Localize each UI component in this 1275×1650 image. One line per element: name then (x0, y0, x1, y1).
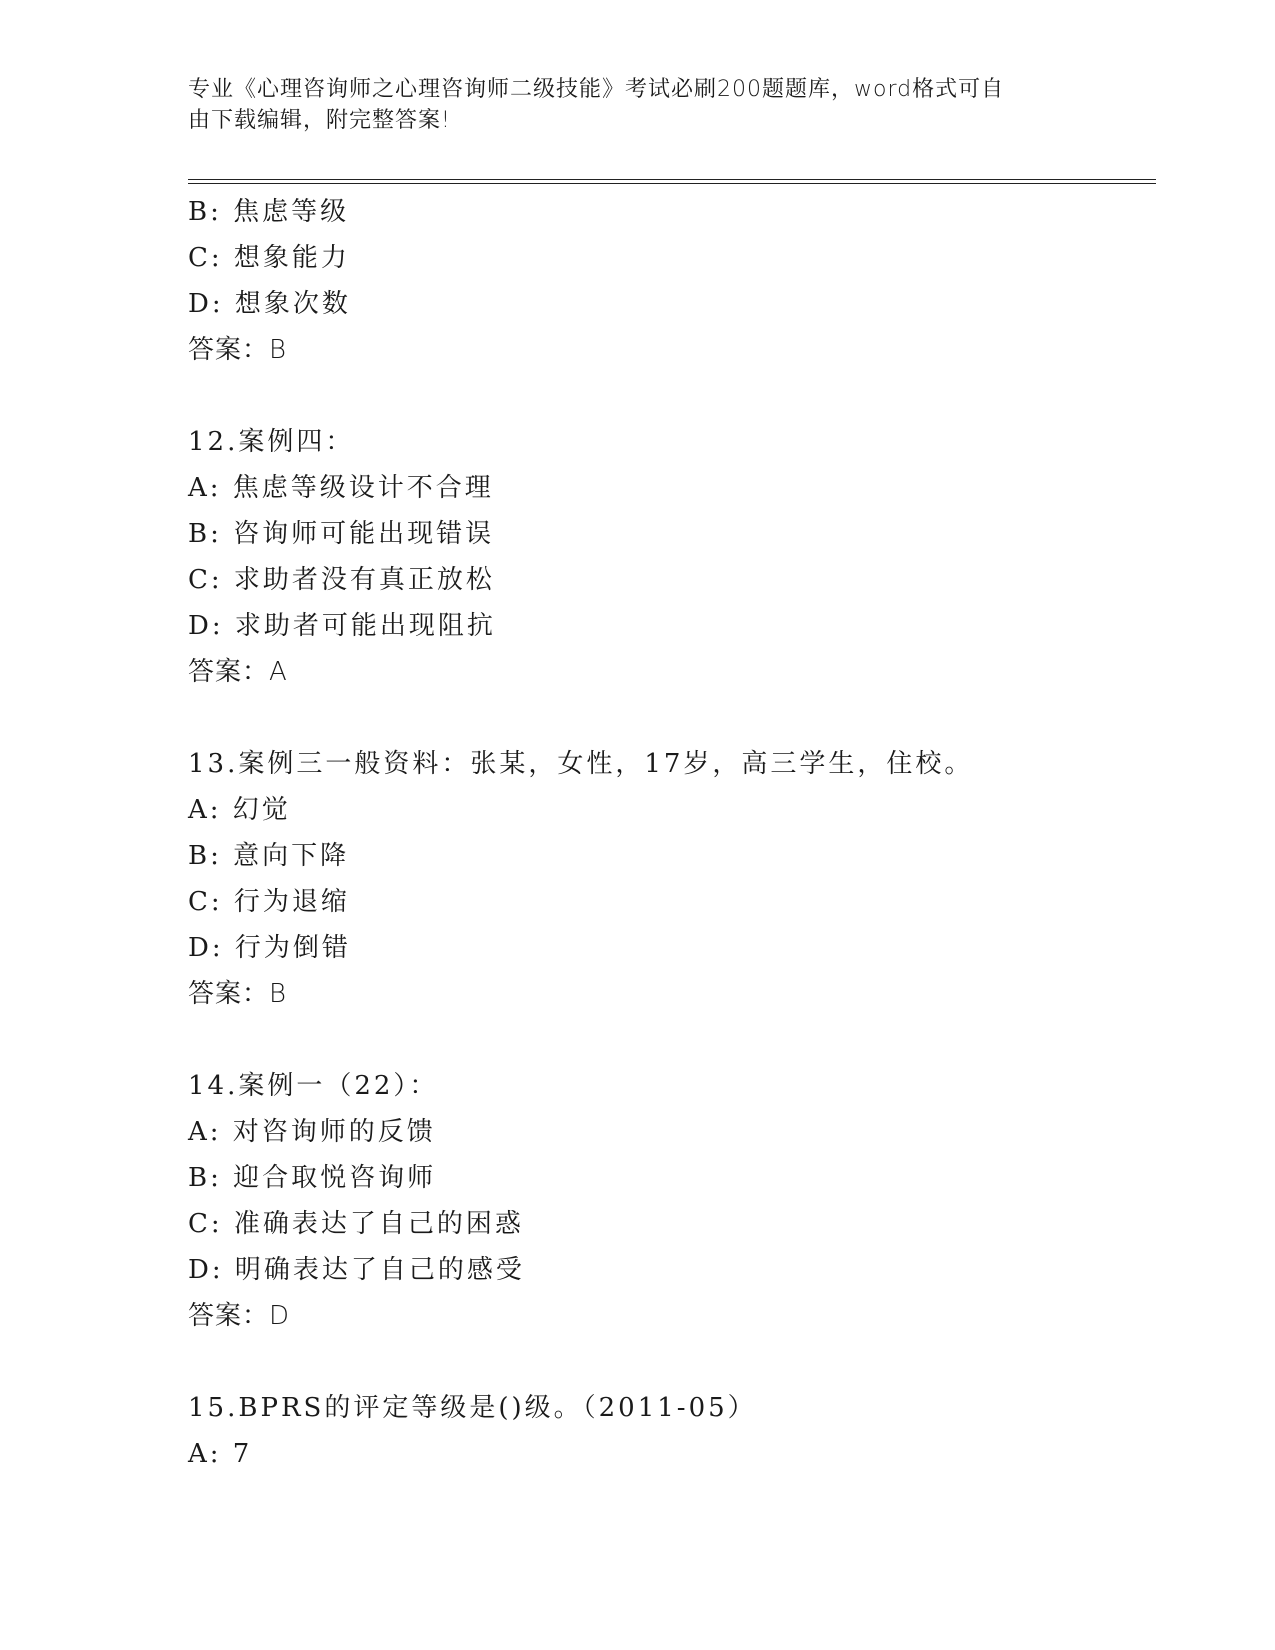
option-a: A: 7 (188, 1439, 253, 1469)
option-a: A: 对咨询师的反馈 (188, 1117, 436, 1147)
header-rule-bottom (188, 183, 1156, 184)
answer: 答案：D (188, 1301, 291, 1331)
answer: 答案：B (188, 979, 288, 1009)
header-line-1: 专业《心理咨询师之心理咨询师二级技能》考试必刷200题题库，word格式可自 (188, 77, 1005, 102)
question-13 (188, 741, 1156, 1017)
option-c: C: 想象能力 (188, 243, 350, 273)
answer: 答案：A (188, 657, 288, 687)
option-b: B: 焦虑等级 (188, 197, 350, 227)
option-c: C: 求助者没有真正放松 (188, 565, 495, 595)
option-b: B: 迎合取悦咨询师 (188, 1163, 437, 1193)
option-a: A: 幻觉 (188, 795, 291, 825)
header-rule-top (188, 179, 1156, 180)
document-body (188, 189, 1156, 1477)
option-d: D: 求助者可能出现阻抗 (188, 611, 496, 641)
option-b: B: 咨询师可能出现错误 (188, 519, 495, 549)
option-d: D: 明确表达了自己的感受 (188, 1255, 525, 1285)
question-11-continued (188, 189, 1156, 373)
header-line-2: 由下载编辑，附完整答案! (188, 108, 451, 133)
question-stem: 12.案例四： (188, 427, 355, 457)
question-stem: 15.BPRS的评定等级是()级。（2011-05） (188, 1393, 757, 1423)
question-stem: 13.案例三一般资料：张某，女性，17岁，高三学生，住校。 (188, 749, 974, 779)
option-c: C: 行为退缩 (188, 887, 350, 917)
answer: 答案：B (188, 335, 288, 365)
option-b: B: 意向下降 (188, 841, 350, 871)
option-d: D: 想象次数 (188, 289, 351, 319)
option-a: A: 焦虑等级设计不合理 (188, 473, 494, 503)
option-d: D: 行为倒错 (188, 933, 351, 963)
question-14 (188, 1063, 1156, 1339)
question-15 (188, 1385, 1156, 1477)
question-stem: 14.案例一（22）： (188, 1071, 439, 1101)
question-12 (188, 419, 1156, 695)
document-header (188, 74, 1088, 136)
option-c: C: 准确表达了自己的困惑 (188, 1209, 524, 1239)
